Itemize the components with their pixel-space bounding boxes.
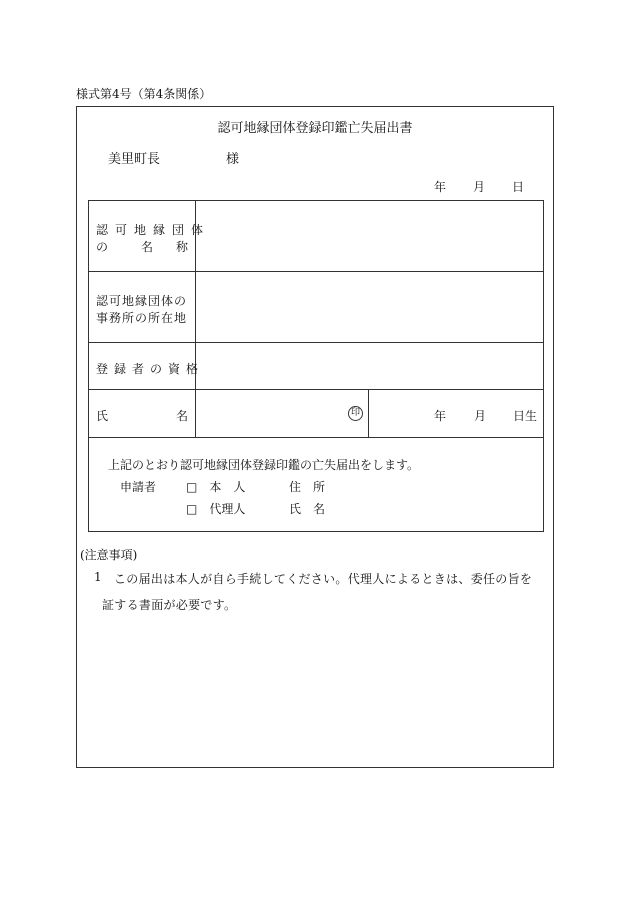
applicant-address-label: 住 所 bbox=[289, 480, 326, 494]
applicant-label: 申請者 bbox=[120, 480, 157, 494]
option-agent[interactable]: □ 代理人 bbox=[186, 502, 246, 516]
row-divider bbox=[89, 437, 543, 438]
label-qualification: 登録者の資格 bbox=[96, 362, 205, 376]
label-group-name-sho: 称 bbox=[176, 240, 189, 254]
details-table bbox=[88, 200, 544, 532]
honorific: 様 bbox=[226, 152, 240, 167]
option-self[interactable]: □ 本 人 bbox=[186, 480, 246, 494]
qualification-field[interactable] bbox=[197, 344, 541, 387]
seal-mark-icon: 印 bbox=[348, 406, 363, 421]
row-divider bbox=[89, 389, 543, 390]
form-number: 様式第4号（第4条関係） bbox=[76, 87, 212, 101]
addressee: 美里町長 bbox=[108, 152, 161, 167]
person-name-field[interactable] bbox=[197, 391, 345, 435]
label-group-name-line1: 認可地縁団体 bbox=[96, 223, 211, 237]
label-office-line2: 事務所の所在地 bbox=[96, 311, 188, 325]
row-divider bbox=[89, 271, 543, 272]
row-divider bbox=[89, 342, 543, 343]
birth-year-label: 年 bbox=[434, 409, 447, 423]
notes-heading: (注意事項) bbox=[80, 548, 138, 562]
notes-item-number: 1 bbox=[94, 570, 102, 584]
date-day-label: 日 bbox=[512, 180, 525, 194]
notes-item-line1: この届出は本人が自ら手続してください。代理人によるときは、委任の旨を bbox=[114, 572, 533, 586]
label-group-name-mei: 名 bbox=[141, 240, 154, 254]
office-address-field[interactable] bbox=[197, 273, 541, 340]
label-person-mei: 名 bbox=[176, 409, 189, 423]
date-month-label: 月 bbox=[473, 180, 486, 194]
birthdate-divider bbox=[368, 389, 369, 437]
label-office-line1: 認可地縁団体の bbox=[96, 294, 188, 308]
group-name-field[interactable] bbox=[197, 203, 541, 269]
date-year-label: 年 bbox=[434, 180, 447, 194]
label-person-uji: 氏 bbox=[96, 409, 109, 423]
form-title: 認可地縁団体登録印鑑亡失届出書 bbox=[217, 121, 413, 136]
notes-item-line2: 証する書面が必要です。 bbox=[102, 598, 237, 612]
label-group-name-no: の bbox=[96, 240, 109, 254]
birth-month-label: 月 bbox=[474, 409, 487, 423]
declaration-statement: 上記のとおり認可地縁団体登録印鑑の亡失届出をします。 bbox=[108, 458, 420, 472]
birth-day-label: 日生 bbox=[513, 409, 538, 423]
applicant-name-label: 氏 名 bbox=[289, 502, 326, 516]
